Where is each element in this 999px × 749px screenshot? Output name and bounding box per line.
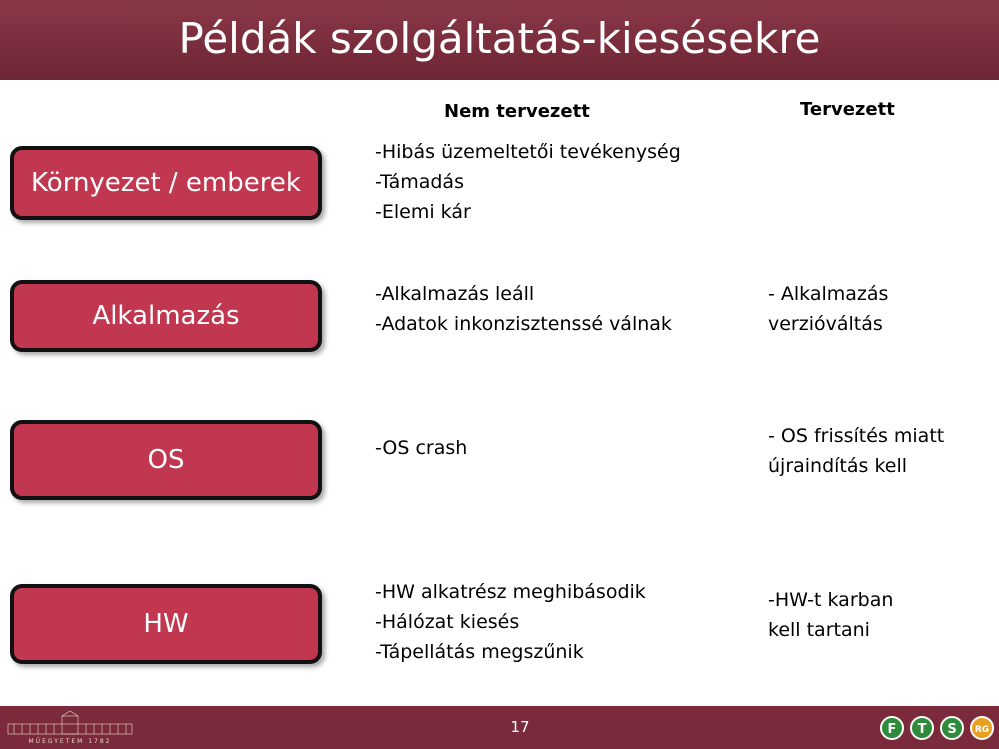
list-item: újraindítás kell bbox=[768, 455, 908, 477]
svg-text:F: F bbox=[887, 722, 897, 737]
list-item: - Alkalmazás bbox=[768, 283, 889, 305]
department-logos bbox=[878, 713, 996, 743]
rg-icon bbox=[971, 717, 993, 739]
list-item: -Támadás bbox=[375, 171, 464, 193]
column-header-planned: Tervezett bbox=[800, 99, 895, 120]
list-item: - OS frissítés miatt bbox=[768, 425, 945, 447]
svg-text:S: S bbox=[947, 722, 957, 737]
category-environment-people: Környezet / emberek bbox=[10, 146, 322, 220]
column-header-unplanned: Nem tervezett bbox=[444, 101, 590, 122]
list-item: -Hálózat kiesés bbox=[375, 611, 520, 633]
list-item: -Adatok inkonzisztenssé válnak bbox=[375, 313, 672, 335]
t-icon bbox=[911, 717, 933, 739]
university-logo bbox=[4, 710, 136, 746]
unplanned-list-application bbox=[375, 279, 672, 339]
f-icon bbox=[881, 717, 903, 739]
category-hw: HW bbox=[10, 584, 322, 664]
list-item: kell tartani bbox=[768, 619, 870, 641]
list-item: -Elemi kár bbox=[375, 201, 471, 223]
planned-list-application bbox=[768, 279, 888, 339]
slide-title: Példák szolgáltatás-kiesésekre bbox=[178, 14, 821, 63]
svg-text:RG: RG bbox=[974, 725, 990, 735]
unplanned-list-os bbox=[375, 433, 467, 463]
list-item: -Hibás üzemeltetői tevékenység bbox=[375, 141, 681, 163]
s-icon bbox=[941, 717, 963, 739]
planned-list-os bbox=[768, 421, 944, 481]
unplanned-list-environment bbox=[375, 137, 681, 227]
category-application: Alkalmazás bbox=[10, 280, 322, 352]
planned-list-hw bbox=[768, 585, 893, 645]
list-item: -Tápellátás megszűnik bbox=[375, 641, 584, 663]
category-os: OS bbox=[10, 420, 322, 500]
list-item: -HW-t karban bbox=[768, 589, 894, 611]
list-item: verzióváltás bbox=[768, 313, 883, 335]
svg-text:T: T bbox=[917, 722, 927, 737]
page-number: 17 bbox=[510, 718, 530, 736]
list-item: -HW alkatrész meghibásodik bbox=[375, 581, 646, 603]
svg-text:MŰEGYETEM 1782: MŰEGYETEM 1782 bbox=[28, 738, 112, 745]
unplanned-list-hw bbox=[375, 577, 646, 667]
list-item: -OS crash bbox=[375, 437, 468, 459]
list-item: -Alkalmazás leáll bbox=[375, 283, 535, 305]
